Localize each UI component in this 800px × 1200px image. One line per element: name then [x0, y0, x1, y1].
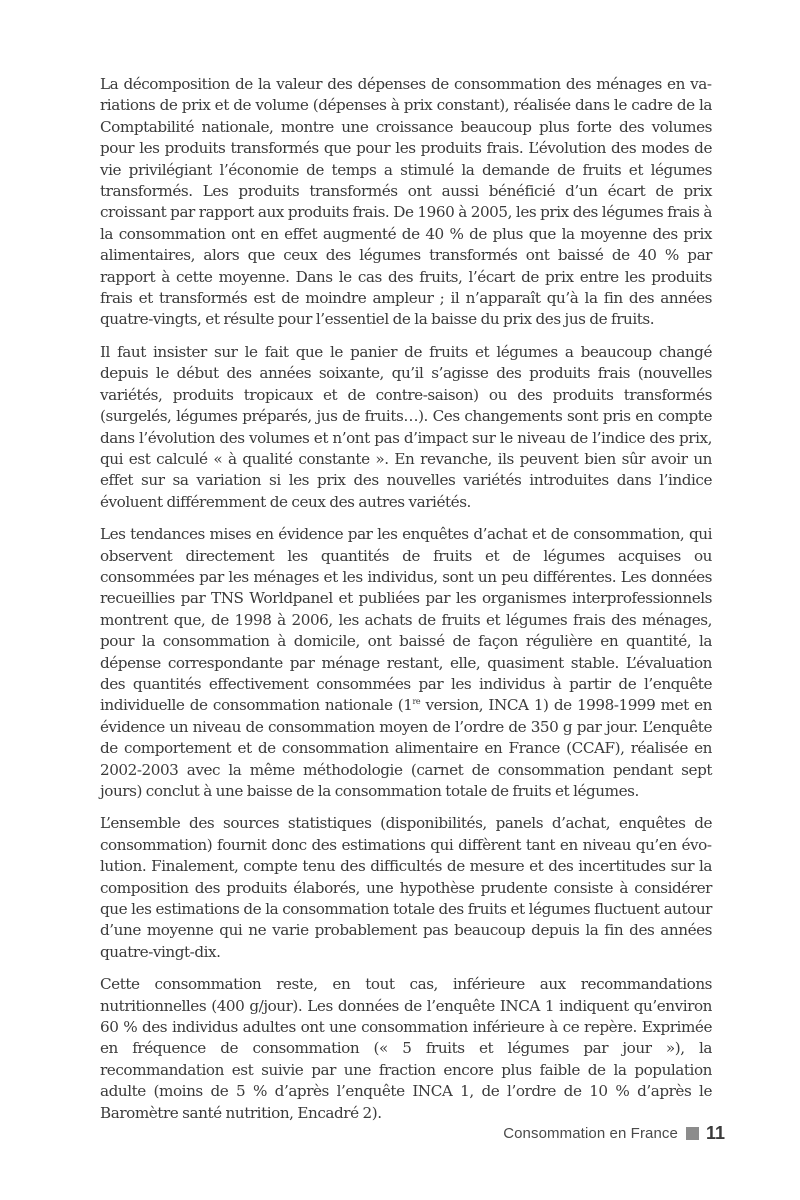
paragraph-nutrition-recommendations: Cette consommation reste, en tout cas, inférieure aux recommandations nutritionnelles (400 g/jour). Les données de l’enquête INCA 1 indiquent qu’environ 60 % des individus adultes ont une consommation inférieure à ce repère. Exprimée en fréquence de consommation (« 5 fruits et légumes par jour »), la recommandation est suivie par une fraction encore plus faible de la population adulte (moins de 5 % d’après l’enquête INCA 1, de l’ordre de 10 % d’après le Baromètre santé nutrition, Encadré 2).: [100, 975, 712, 1122]
ordinal-superscript: re: [412, 697, 421, 707]
paragraph-purchase-surveys: [100, 524, 712, 802]
paragraph-price-volume-decomposition: La décomposition de la valeur des dépenses de consommation des ménages en variations de prix et de volume (dépenses à prix constant), réalisée dans le cadre de la Comptabilité nationale, montre une croissance beaucoup plus forte des volumes pour les produits transformés que pour les produits frais. L’évolution des modes de vie privilégiant l’économie de temps a stimulé la demande de fruits et légumes transformés. Les produits transformés ont aussi bénéficié d’un écart de prix croissant par rapport aux produits frais. De 1960 à 2005, les prix des légumes frais à la consommation ont en effet augmenté de 40 % de plus que la moyenne des prix alimentaires, alors que ceux des légumes transformés ont baissé de 40 % par rapport à cette moyenne. Dans le cas des fruits, l’écart de prix entre les produits frais et transformés est de moindre ampleur ; il n’apparaît qu’à la fin des années quatre-vingts, et résulte pour l’essentiel de la baisse du prix des jus de fruits.: [100, 75, 712, 329]
paragraph-text-part: Les tendances mises en évidence par les enquêtes d’achat et de consommation, qui observent directement les quantités de fruits et de légumes acquises ou consommées par les ménages et les individus, sont un peu différentes. Les données recueillies par TNS Worldpanel et publiées par les organismes interprofessionnels montrent que, de 1998 à 2006, les achats de fruits et légumes frais des ménages, pour la consommation à domicile, ont baissé de façon régulière en quantité, la dépense correspondante par ménage restant, elle, quasiment stable. L’évaluation des quantités effectivement consommées par les individus à partir de l’enquête individuelle de consommation nationale (1: [100, 525, 712, 715]
square-separator-icon: [686, 1127, 699, 1140]
paragraph-text-part: version, INCA 1) de 1998-1999 met en évidence un niveau de consommation moyen de l’ordre de 350 g par jour. L’enquête de comportement et de consommation alimentaire en France (CCAF), réalisée en 2002-2003 avec la même méthodologie (carnet de consommation pendant sept jours) conclut à une baisse de la consommation totale de fruits et légumes.: [100, 696, 712, 800]
document-body: [100, 74, 712, 1135]
running-footer-title: Consommation en France: [503, 1125, 678, 1142]
page-number: 11: [705, 1123, 725, 1143]
page-footer: [503, 1123, 725, 1144]
paragraph-basket-change: Il faut insister sur le fait que le panier de fruits et légumes a beaucoup changé depuis le début des années soixante, qu’il s’agisse des produits frais (nouvelles variétés, produits tropicaux et de contre-saison) ou des produits transformés (surgelés, légumes préparés, jus de fruits…). Ces changements sont pris en compte dans l’évolution des volumes et n’ont pas d’impact sur le niveau de l’indice des prix, qui est calculé « à qualité constante ». En revanche, ils peuvent bien sûr avoir un effet sur sa variation si les prix des nouvelles variétés introduites dans l’indice évoluent différemment de ceux des autres variétés.: [100, 342, 712, 511]
paragraph-statistical-sources: L’ensemble des sources statistiques (disponibilités, panels d’achat, enquêtes de consommation) fournit donc des estimations qui diffèrent tant en niveau qu’en évolution. Finalement, compte tenu des difficultés de mesure et des incertitudes sur la composition des produits élaborés, une hypothèse prudente consiste à considérer que les estimations de la consommation totale des fruits et légumes fluctuent autour d’une moyenne qui ne varie probablement pas beaucoup depuis la fin des années quatre-vingt-dix.: [100, 814, 712, 961]
